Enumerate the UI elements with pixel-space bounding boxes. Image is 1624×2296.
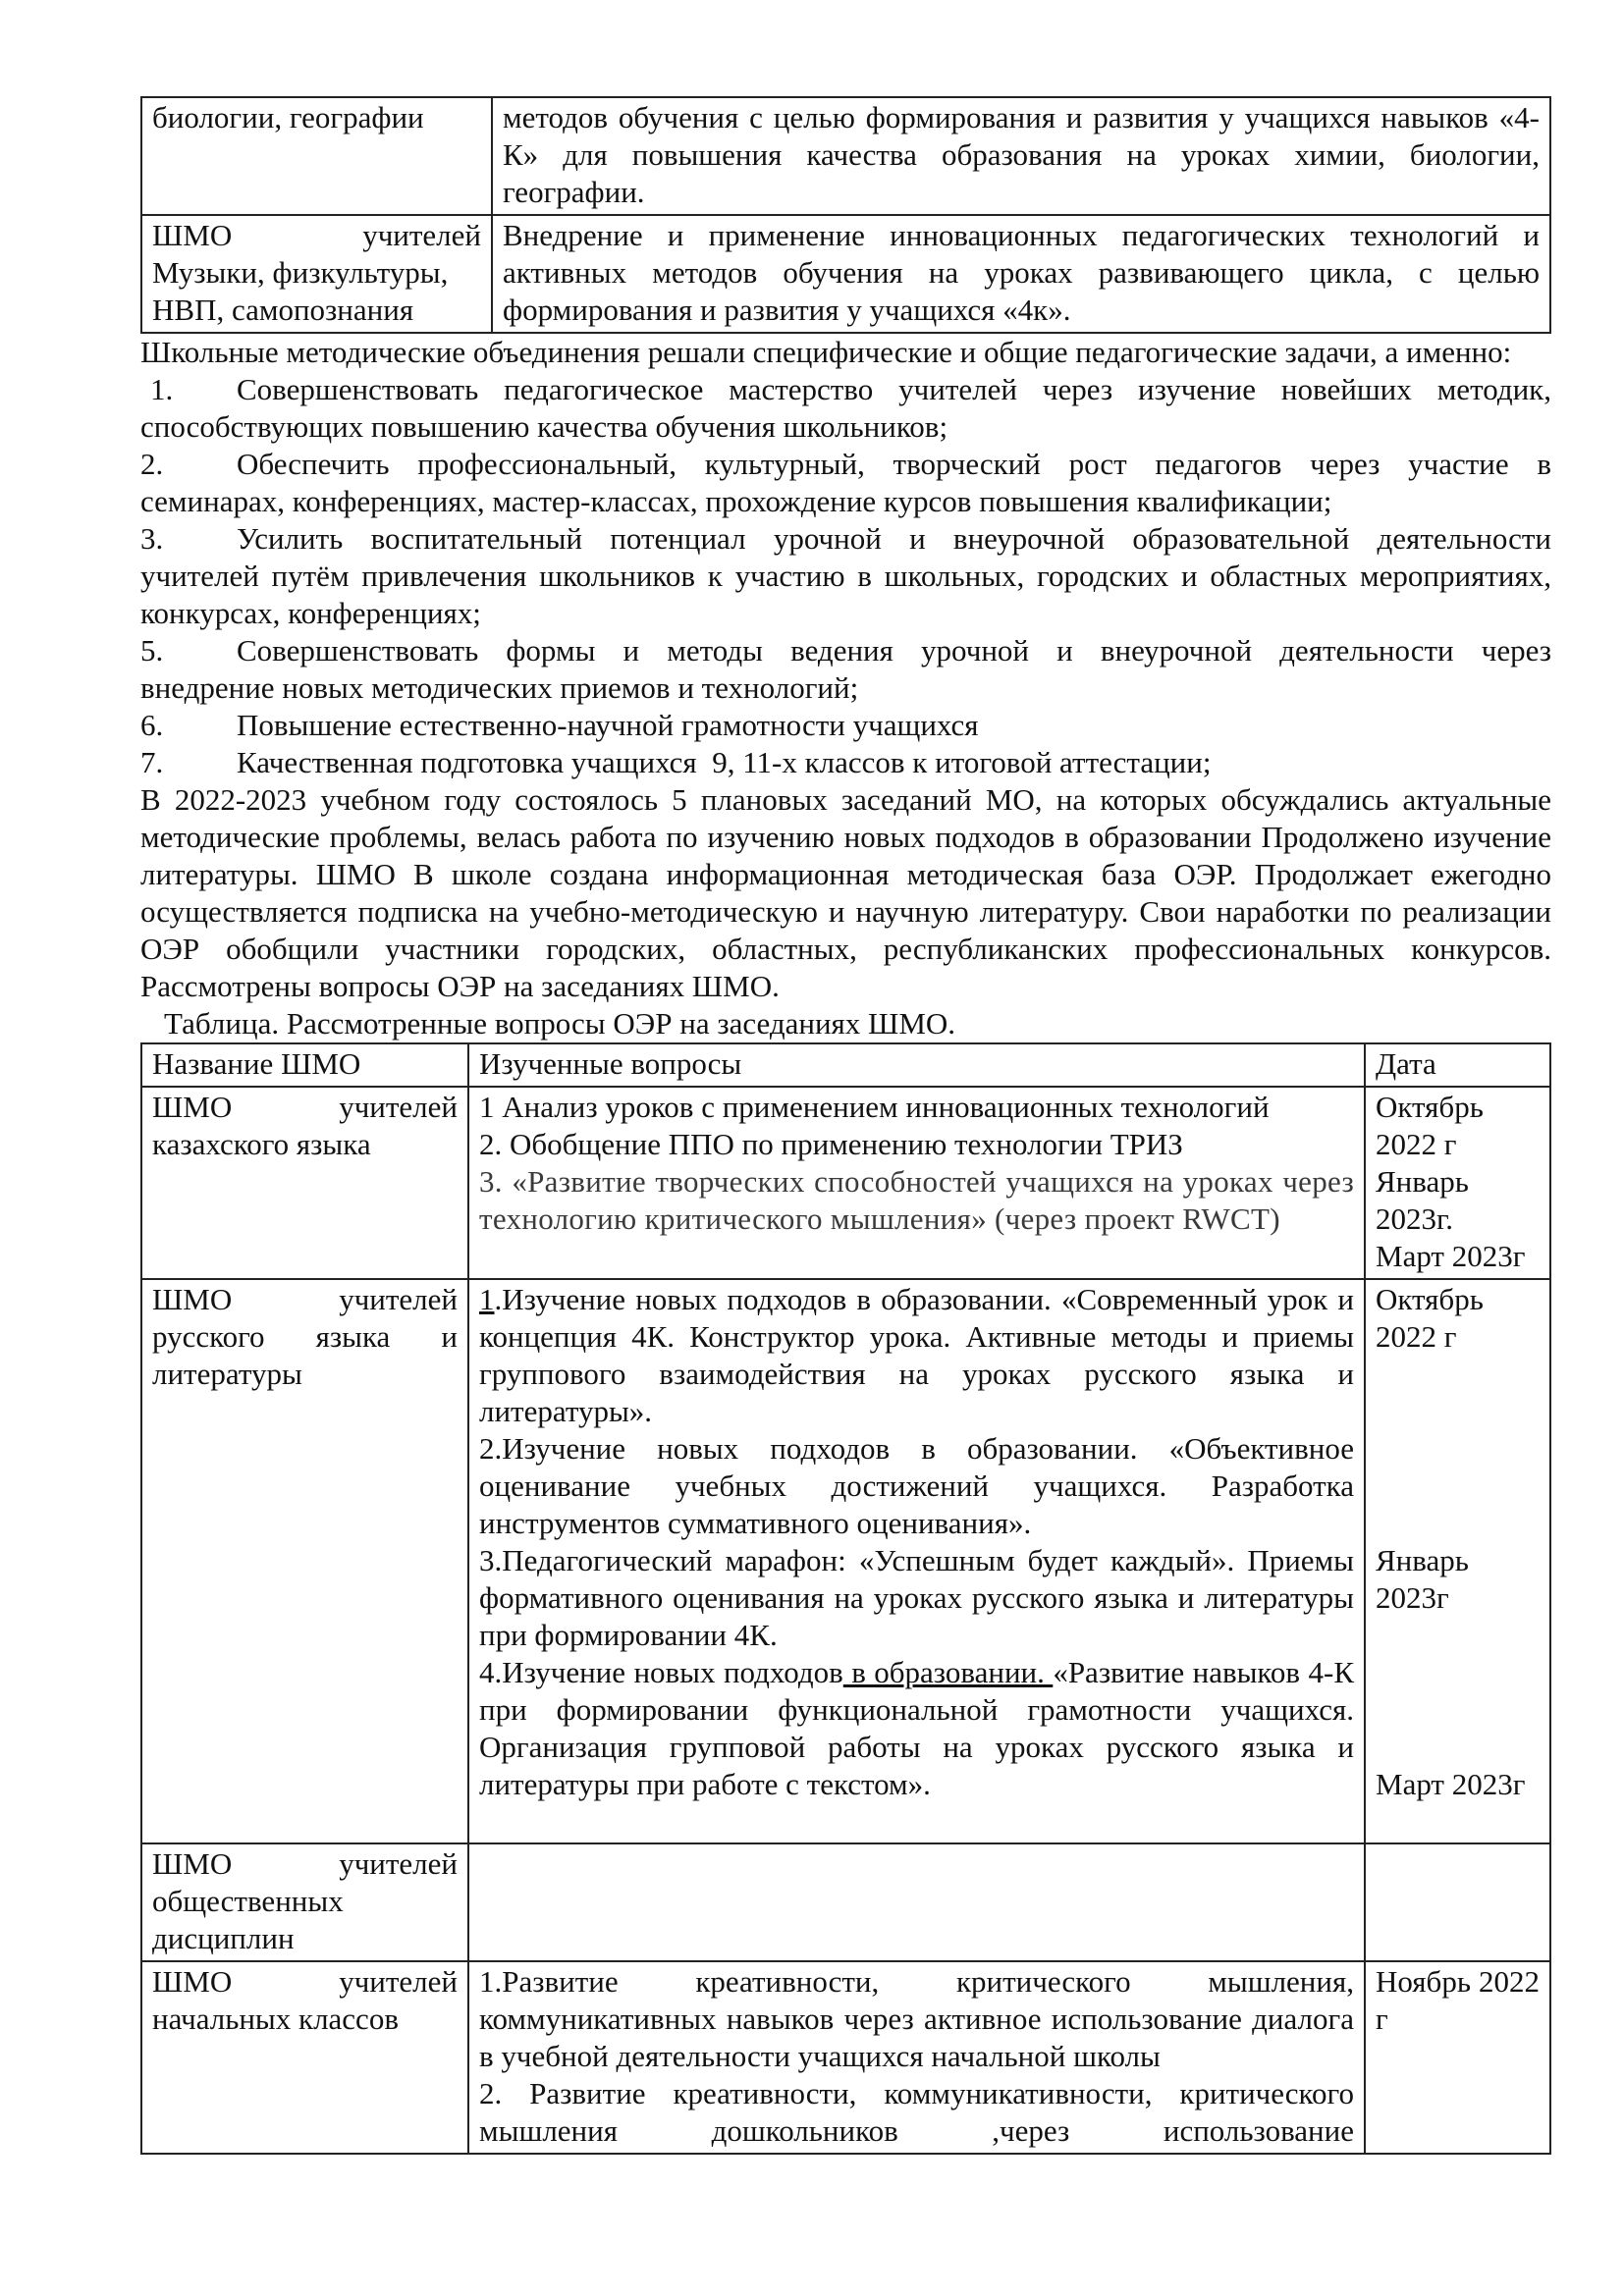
question-item bbox=[479, 1654, 1354, 1803]
list-text-cont: семинарах, конференциях, мастер-классах, прохождение курсов повышения квалификации; bbox=[140, 484, 1332, 518]
table-header-row bbox=[141, 1043, 1550, 1087]
list-text-cont: учителей путём привлечения школьников к участию в школьных, городских и областных мероприятиях, конкурсах, конференциях; bbox=[140, 559, 1551, 630]
question-item: 2.Изучение новых подходов в образовании. «Объективное оценивание учебных достижений учащихся. Разработка инструментов суммативного оценивания». bbox=[479, 1431, 1354, 1540]
list-text: Совершенствовать педагогическое мастерство учителей через изучение новейших методик, bbox=[237, 372, 1551, 406]
question-text: «Развитие навыков 4-К при формировании функциональной грамотности учащихся. Организация групповой работы на уроках русского языка и литературы при работе с текстом». bbox=[479, 1655, 1354, 1801]
table-cell-questions bbox=[468, 1843, 1365, 1961]
cell-line: Музыки, физкультуры, bbox=[152, 255, 449, 290]
question-item bbox=[479, 1281, 1354, 1430]
question-text: 4.Изучение новых подходов bbox=[479, 1655, 843, 1689]
cell-line: НВП, самопознания bbox=[152, 293, 414, 327]
header-date: Дата bbox=[1365, 1043, 1550, 1087]
question-item: 2. Обобщение ППО по применению технологии ТРИЗ bbox=[479, 1127, 1183, 1161]
question-item: 1.Развитие креативности, критического мышления, коммуникативных навыков через активное использование диалога в учебной деятельности учащихся начальной школы bbox=[479, 1964, 1354, 2073]
question-text: .Изучение новых подходов в образовании. «Современный урок и концепция 4К. Конструктор урока. Активные методы и приемы группового взаимодействия на уроках русского языка и литературы». bbox=[479, 1282, 1354, 1428]
list-item bbox=[140, 744, 1551, 781]
list-number: 6. bbox=[140, 708, 164, 742]
list-item bbox=[140, 632, 1551, 669]
table-cell-name bbox=[141, 1087, 468, 1279]
question-item: 1 Анализ уроков с применением инновационных технологий bbox=[479, 1090, 1270, 1124]
table-row bbox=[141, 1087, 1550, 1279]
table-cell-date bbox=[1365, 1843, 1550, 1961]
table-cell-name bbox=[141, 1843, 468, 1961]
cell-line: ШМО учителей bbox=[152, 1964, 458, 1999]
list-number: 1. bbox=[150, 372, 174, 406]
table-cell-date bbox=[1365, 1087, 1550, 1279]
date-item: Октябрь 2022 г bbox=[1376, 1090, 1484, 1161]
header-name: Название ШМО bbox=[141, 1043, 468, 1087]
table-cell-date: Ноябрь 2022 г bbox=[1365, 1961, 1550, 2154]
table-cell-questions bbox=[468, 1961, 1365, 2154]
top-table bbox=[140, 96, 1551, 334]
date-item: Январь 2023г. bbox=[1376, 1164, 1469, 1236]
list-text-cont: способствующих повышению качества обучения школьников; bbox=[140, 409, 948, 444]
page-content bbox=[140, 96, 1551, 2155]
list-item bbox=[140, 446, 1551, 483]
table-cell-desc: методов обучения с целью формирования и развития у учащихся навыков «4-К» для повышения качества образования на уроках химии, биологии, географии. bbox=[492, 97, 1550, 215]
task-list bbox=[140, 371, 1551, 781]
table-row bbox=[141, 1961, 1550, 2154]
table-caption: Таблица. Рассмотренные вопросы ОЭР на заседаниях ШМО. bbox=[164, 1006, 956, 1041]
intro-paragraph: Школьные методические объединения решали специфические и общие педагогические задачи, а именно: bbox=[140, 335, 1512, 369]
summary-paragraph: В 2022-2023 учебном году состоялось 5 плановых заседаний МО, на которых обсуждались актуальные методические проблемы, велась работа по изучению новых подходов в образовании Продолжено изучение литературы. ШМО В школе создана информационная методическая база ОЭР. Продолжает ежегодно осуществляется подписка на учебно-методическую и научную литературу. Свои наработки по реализации ОЭР обобщили участники городских, областных, республиканских профессиональных конкурсов. Рассмотрены вопросы ОЭР на заседаниях ШМО. bbox=[140, 782, 1551, 1003]
cell-line: ШМО учителей bbox=[152, 1282, 458, 1316]
cell-line: дисциплин bbox=[152, 1921, 295, 1955]
list-number: 2. bbox=[140, 447, 164, 481]
question-item: 3. «Развитие творческих способностей учащихся на уроках через технологию критического мышления» (через проект RWCT) bbox=[479, 1164, 1354, 1236]
table-cell-desc: Внедрение и применение инновационных педагогических технологий и активных методов обучения на уроках развивающего цикла, с целью формирования и развития у учащихся «4к». bbox=[492, 215, 1550, 333]
table-cell-questions bbox=[468, 1279, 1365, 1843]
list-text: Повышение естественно-научной грамотности учащихся bbox=[237, 708, 979, 742]
question-number: 1 bbox=[479, 1282, 495, 1316]
main-table bbox=[140, 1042, 1551, 2155]
cell-line: ШМО учителей bbox=[152, 1090, 458, 1124]
list-number: 5. bbox=[140, 633, 164, 667]
date-item: Март 2023г bbox=[1376, 1239, 1526, 1273]
cell-line: начальных классов bbox=[152, 2002, 399, 2036]
list-text-cont: внедрение новых методических приемов и технологий; bbox=[140, 670, 859, 705]
question-item: мышления дошкольников ,через использование bbox=[479, 2113, 1354, 2148]
question-item: 2. Развитие креативности, коммуникативности, критического bbox=[479, 2076, 1354, 2110]
cell-line: ШМО учителей bbox=[152, 1846, 458, 1881]
list-item bbox=[140, 707, 1551, 744]
table-row bbox=[141, 1843, 1550, 1961]
list-text: Качественная подготовка учащихся 9, 11-х классов к итоговой аттестации; bbox=[237, 745, 1212, 779]
table-cell-date bbox=[1365, 1279, 1550, 1843]
table-cell-name bbox=[141, 1961, 468, 2154]
cell-line: русского языка и bbox=[152, 1319, 458, 1354]
table-row bbox=[141, 97, 1550, 215]
question-item: 3.Педагогический марафон: «Успешным будет каждый». Приемы формативного оценивания на уроках русского языка и литературы при формировании 4К. bbox=[479, 1543, 1354, 1652]
cell-line: литературы bbox=[152, 1357, 302, 1391]
list-text: Усилить воспитательный потенциал урочной и внеурочной образовательной деятельности bbox=[237, 521, 1551, 556]
date-item: Октябрь 2022 г bbox=[1376, 1282, 1484, 1354]
cell-line: казахского языка bbox=[152, 1127, 371, 1161]
table-row bbox=[141, 215, 1550, 333]
cell-line: ШМО учителей bbox=[152, 218, 481, 252]
table-cell-name: биологии, географии bbox=[141, 97, 492, 215]
table-cell-name bbox=[141, 215, 492, 333]
date-item: Март 2023г bbox=[1376, 1767, 1526, 1801]
list-text: Совершенствовать формы и методы ведения урочной и внеурочной деятельности через bbox=[237, 633, 1551, 667]
date-item: Январь 2023г bbox=[1376, 1543, 1469, 1615]
table-cell-questions bbox=[468, 1087, 1365, 1279]
cell-line: общественных bbox=[152, 1884, 344, 1918]
list-number: 7. bbox=[140, 745, 164, 779]
list-text: Обеспечить профессиональный, культурный, творческий рост педагогов через участие в bbox=[237, 447, 1551, 481]
list-item bbox=[140, 520, 1551, 558]
table-row bbox=[141, 1279, 1550, 1843]
list-number: 3. bbox=[140, 521, 164, 556]
list-item bbox=[140, 371, 1551, 408]
question-text-underlined: в образовании. bbox=[842, 1655, 1054, 1689]
header-questions: Изученные вопросы bbox=[468, 1043, 1365, 1087]
table-cell-name bbox=[141, 1279, 468, 1843]
